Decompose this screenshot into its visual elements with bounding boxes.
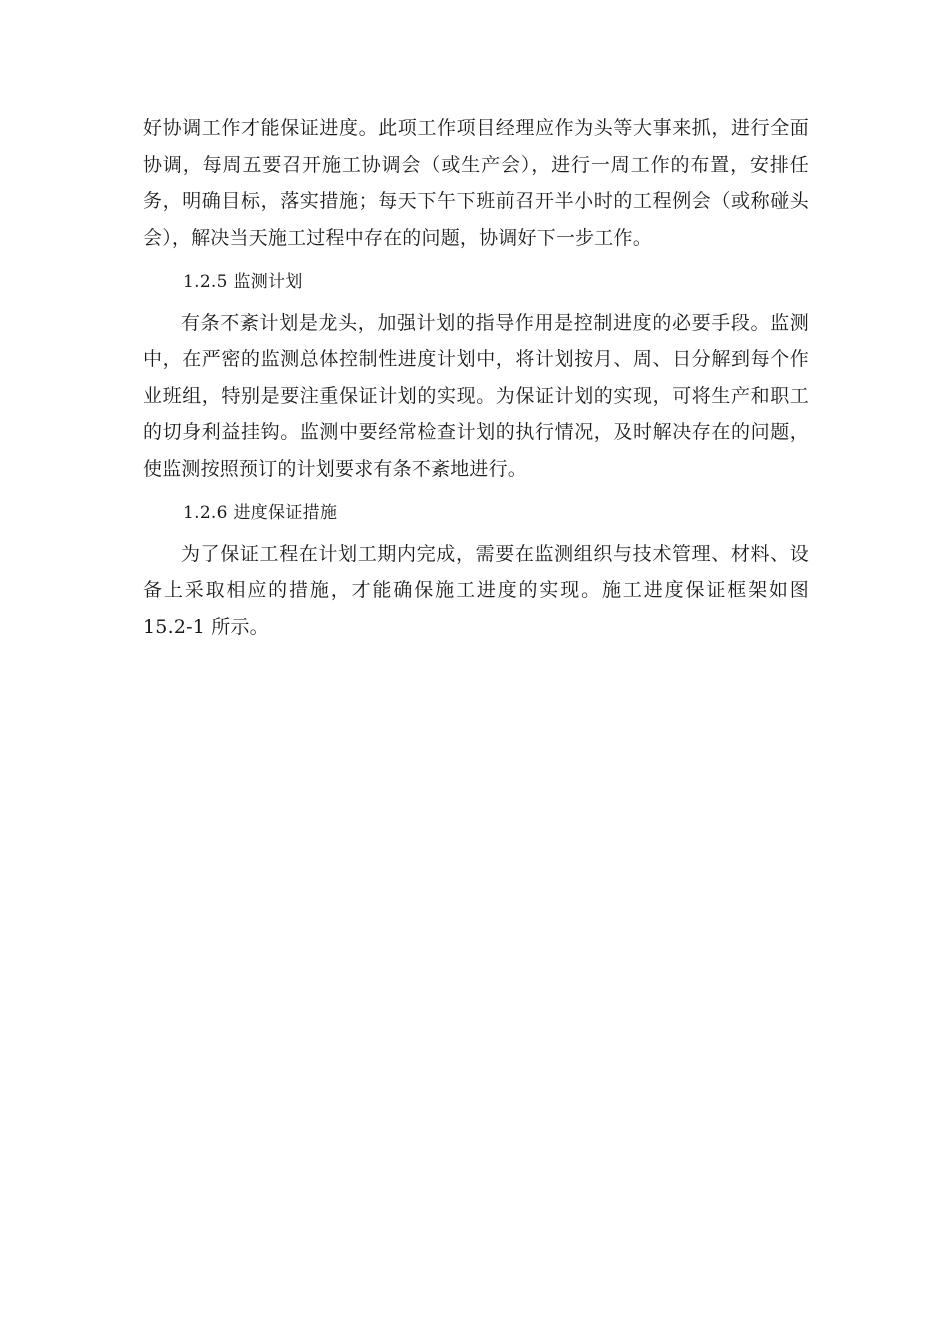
spacer	[143, 487, 809, 495]
section-body-monitoring-plan: 有条不紊计划是龙头，加强计划的指导作用是控制进度的必要手段。监测中，在严密的监测总体控制性进度计划中，将计划按月、周、日分解到每个作业班组，特别是要注重保证计划的实现。为保证计划的实现，可将生产和职工的切身利益挂钩。监测中要经常检查计划的执行情况，及时解决存在的问题，使监测按照预订的计划要求有条不紊地进行。	[143, 311, 809, 480]
section-body-schedule-measures: 为了保证工程在计划工期内完成，需要在监测组织与技术管理、材料、设备上采取相应的措施，才能确保施工进度的实现。施工进度保证框架如图 15.2-1 所示。	[143, 542, 809, 638]
continuation-paragraph: 好协调工作才能保证进度。此项工作项目经理应作为头等大事来抓，进行全面协调，每周五要召开施工协调会（或生产会），进行一周工作的布置，安排任务，明确目标，落实措施；每天下午下班前召开半小时的工程例会（或称碰头会），解决当天施工过程中存在的问题，协调好下一步工作。	[143, 117, 809, 249]
section-heading-monitoring-plan: 1.2.5 监测计划	[183, 272, 303, 292]
section-heading-schedule-measures: 1.2.6 进度保证措施	[183, 503, 338, 523]
document-body	[143, 110, 809, 645]
spacer	[143, 256, 809, 264]
